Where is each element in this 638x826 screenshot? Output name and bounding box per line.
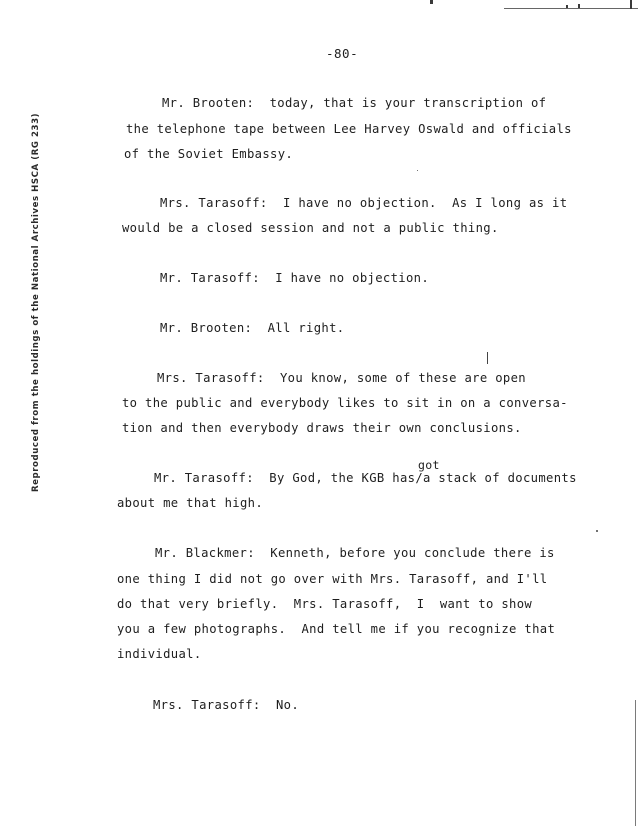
text-line: Mr. Brooten: today, that is your transcription of: [162, 96, 547, 110]
inserted-word: got: [418, 458, 440, 472]
scan-mark-top-5: [630, 0, 632, 9]
text-line: Mr. Brooten: All right.: [160, 321, 345, 335]
scan-speck: [417, 170, 418, 171]
text-line: Mrs. Tarasoff: You know, some of these are open: [157, 371, 526, 385]
text-line: do that very briefly. Mrs. Tarasoff, I want to show: [117, 597, 533, 611]
scan-speck: [487, 352, 488, 364]
page-number: -80-: [326, 46, 359, 61]
archive-stamp: Reproduced from the holdings of the National Archives HSCA (RG 233): [31, 112, 41, 492]
scan-edge-right: [635, 700, 636, 826]
scan-speck: [596, 530, 598, 532]
scan-mark-top-4: [578, 4, 580, 8]
text-line: to the public and everybody likes to sit in on a conversa-: [122, 396, 568, 410]
text-line: Mr. Tarasoff: I have no objection.: [160, 271, 430, 285]
scan-mark-top-3: [566, 5, 568, 8]
text-line: Mrs. Tarasoff: I have no objection. As I long as it: [160, 196, 568, 210]
text-line: Mr. Tarasoff: By God, the KGB has/a stack of documents: [154, 471, 577, 485]
text-line: of the Soviet Embassy.: [124, 147, 294, 161]
text-line: Mr. Blackmer: Kenneth, before you conclude there is: [155, 546, 555, 560]
text-line: Mrs. Tarasoff: No.: [153, 698, 300, 712]
scan-mark-top-2: [504, 8, 638, 9]
text-line: the telephone tape between Lee Harvey Oswald and officials: [126, 122, 572, 136]
text-line: one thing I did not go over with Mrs. Tarasoff, and I'll: [117, 572, 548, 586]
text-line: about me that high.: [117, 496, 264, 510]
text-line: tion and then everybody draws their own conclusions.: [122, 421, 522, 435]
text-line: would be a closed session and not a public thing.: [122, 221, 499, 235]
scan-mark-top-1: [430, 0, 433, 4]
text-line: individual.: [117, 647, 202, 661]
text-line: you a few photographs. And tell me if you recognize that: [117, 622, 556, 636]
